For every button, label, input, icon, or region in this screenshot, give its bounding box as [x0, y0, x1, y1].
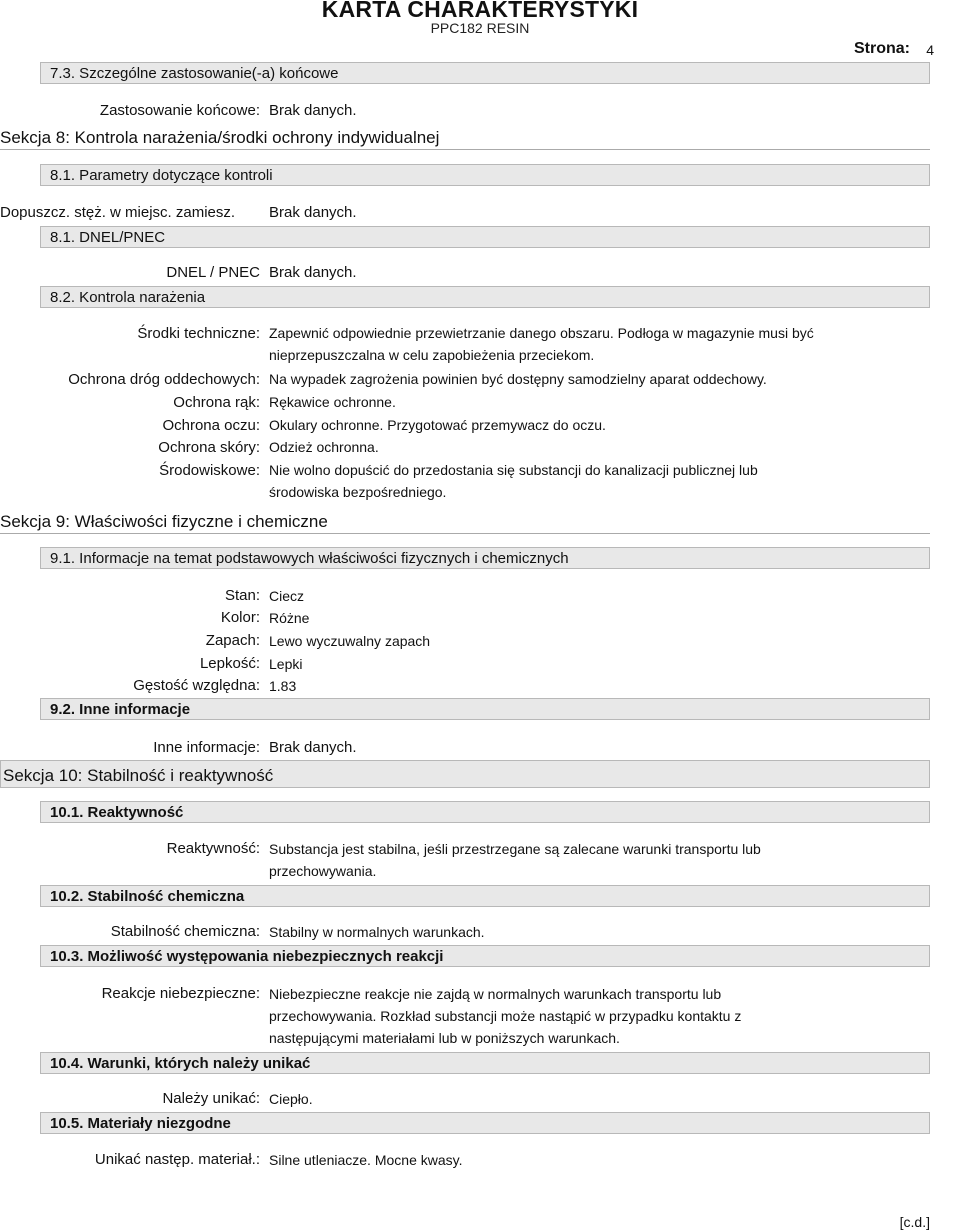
field-value: Okulary ochronne. Przygotować przemywacz do oczu.	[269, 417, 606, 433]
section-title: Sekcja 8: Kontrola narażenia/środki ochrony indywidualnej	[0, 128, 440, 147]
field-label: Ochrona rąk:	[173, 394, 260, 411]
field-label: Gęstość względna:	[133, 677, 260, 694]
section-10-heading	[0, 760, 930, 788]
field-value: Różne	[269, 610, 310, 626]
subsection-10-4-bar	[40, 1052, 930, 1074]
subsection-10-3-bar	[40, 945, 930, 967]
field-label: Zapach:	[205, 632, 260, 649]
field-value: Na wypadek zagrożenia powinien być dostępny samodzielny aparat oddechowy.	[269, 371, 767, 387]
page-number: 4	[926, 42, 934, 58]
subsection-8-1-bar	[40, 164, 930, 186]
field-label: Kolor:	[220, 609, 260, 626]
field-value: Rękawice ochronne.	[269, 394, 396, 410]
section-title: Sekcja 10: Stabilność i reaktywność	[3, 766, 274, 785]
field-label: Dopuszcz. stęż. w miejsc. zamiesz.	[0, 204, 236, 221]
field-value: Odzież ochronna.	[269, 439, 379, 455]
subsection-title: 10.1. Reaktywność	[50, 804, 184, 821]
subsection-10-2-bar	[40, 885, 930, 907]
field-label: Należy unikać:	[162, 1090, 260, 1107]
document-title: KARTA CHARAKTERYSTYKI	[321, 0, 639, 22]
field-label: Lepkość:	[199, 655, 260, 672]
subsection-title: 10.4. Warunki, których należy unikać	[50, 1055, 311, 1072]
field-value: Substancja jest stabilna, jeśli przestrzegane są zalecane warunki transportu lub przechowywania.	[269, 841, 761, 879]
section-title: Sekcja 9: Właściwości fizyczne i chemiczne	[0, 512, 328, 531]
field-value: Zapewnić odpowiednie przewietrzanie danego obszaru. Podłoga w magazynie musi być nieprzepuszczalna w celu zapobieżenia przeciekom.	[269, 325, 814, 363]
field-label: DNEL / PNEC	[166, 264, 260, 281]
subsection-title: 9.1. Informacje na temat podstawowych właściwości fizycznych i chemicznych	[50, 550, 569, 567]
field-value: Ciecz	[269, 588, 305, 604]
page-label: Strona:	[854, 40, 910, 57]
subsection-title: 10.3. Możliwość występowania niebezpiecznych reakcji	[50, 948, 444, 965]
subsection-dnel-bar	[40, 226, 930, 248]
field-value: Brak danych.	[269, 739, 357, 756]
field-value: Silne utleniacze. Mocne kwasy.	[269, 1152, 463, 1168]
field-value: Ciepło.	[269, 1091, 313, 1107]
field-value: 1.83	[269, 678, 297, 694]
field-label: Unikać następ. materiał.:	[94, 1151, 260, 1168]
field-label: Stan:	[224, 587, 260, 604]
field-label: Ochrona dróg oddechowych:	[68, 371, 260, 388]
field-label: Ochrona skóry:	[158, 439, 260, 456]
field-value: Nie wolno dopuścić do przedostania się substancji do kanalizacji publicznej lub środowiska bezpośredniego.	[269, 462, 758, 500]
field-value: Niebezpieczne reakcje nie zajdą w normalnych warunkach transportu lub przechowywania. Rozkład substancji może nastąpić w przypadku kontaktu z następującymi materiałami lub w poniższych warunkach.	[269, 986, 742, 1046]
field-label: Reakcje niebezpieczne:	[101, 985, 260, 1002]
subsection-title: 8.1. Parametry dotyczące kontroli	[50, 167, 273, 184]
field-label: Ochrona oczu:	[162, 417, 260, 434]
subsection-9-1-bar	[40, 547, 930, 569]
field-label: Środowiskowe:	[159, 462, 260, 479]
subsection-10-5-bar	[40, 1112, 930, 1134]
document-subtitle: PPC182 RESIN	[430, 20, 530, 36]
continued-marker: [c.d.]	[899, 1214, 930, 1230]
field-value: Stabilny w normalnych warunkach.	[269, 924, 485, 940]
field-value: Brak danych.	[269, 264, 357, 281]
subsection-title: 9.2. Inne informacje	[50, 701, 191, 718]
section-8-heading	[0, 124, 930, 150]
subsection-10-1-bar	[40, 801, 930, 823]
subsection-title: 8.1. DNEL/PNEC	[50, 229, 166, 246]
subsection-title: 10.5. Materiały niezgodne	[50, 1115, 231, 1132]
field-value: Brak danych.	[269, 102, 357, 119]
field-label: Stabilność chemiczna:	[110, 923, 260, 940]
subsection-9-2-bar	[40, 698, 930, 720]
field-label: Inne informacje:	[153, 739, 260, 756]
subsection-8-2-bar	[40, 286, 930, 308]
field-value: Lepki	[269, 656, 303, 672]
field-value: Lewo wyczuwalny zapach	[269, 633, 431, 649]
section-9-heading	[0, 508, 930, 534]
field-label: Zastosowanie końcowe:	[99, 102, 260, 119]
field-label: Reaktywność:	[166, 840, 260, 857]
subsection-title: 8.2. Kontrola narażenia	[50, 289, 206, 306]
subsection-title: 7.3. Szczególne zastosowanie(-a) końcowe	[50, 65, 339, 82]
field-label: Środki techniczne:	[137, 325, 260, 342]
field-value: Brak danych.	[269, 204, 357, 221]
subsection-7-3-bar	[40, 62, 930, 84]
subsection-title: 10.2. Stabilność chemiczna	[50, 888, 245, 905]
